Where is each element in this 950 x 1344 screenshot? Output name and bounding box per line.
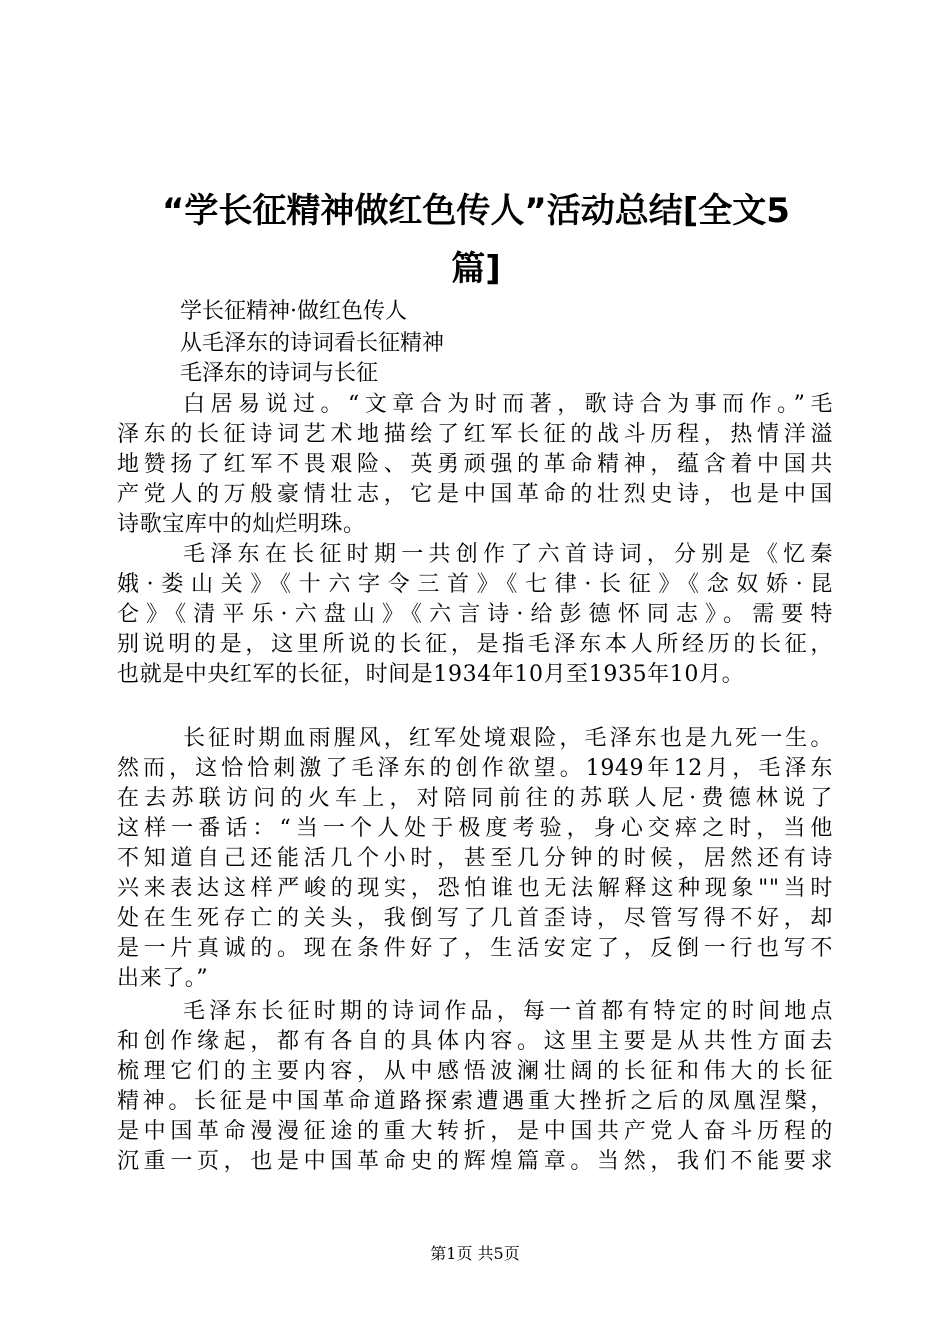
paragraph-line: 产党人的万般豪情壮志，它是中国革命的壮烈史诗，也是中国 [117,482,833,507]
paragraph-line: 仑》《清平乐·六盘山》《六言诗·给彭德怀同志》。需要特 [117,602,833,627]
paragraph-line: 兴来表达这样严峻的现实，恐怕谁也无法解释这种现象""当时 [117,876,833,901]
paragraph-line: 然而，这恰恰刺激了毛泽东的创作欲望。1949年12月，毛泽东 [117,756,833,781]
paragraph-line: 是一片真诚的。现在条件好了，生活安定了，反倒一行也写不 [117,936,833,961]
paragraph-line: 泽东的长征诗词艺术地描绘了红军长征的战斗历程，热情洋溢 [117,422,833,447]
title-line-1: “学长征精神做红色传人”活动总结[全文5 [162,191,790,231]
title-line-2: 篇] [451,249,501,289]
paragraph-line: 在去苏联访问的火车上，对陪同前往的苏联人尼·费德林说了 [117,786,833,811]
paragraph-line: 长征时期血雨腥风，红军处境艰险，毛泽东也是九死一生。 [183,726,833,751]
subheading-1: 学长征精神·做红色传人 [180,299,407,324]
paragraph-line: 诗歌宝库中的灿烂明珠。 [117,512,366,537]
subheading-3: 毛泽东的诗词与长征 [180,361,379,386]
paragraph-line: 出来了。” [117,966,209,991]
paragraph-line: 白居易说过。“文章合为时而著，歌诗合为事而作。”毛 [183,392,833,417]
page-footer: 第1页 共5页 [430,1244,520,1263]
paragraph-line: 别说明的是，这里所说的长征，是指毛泽东本人所经历的长征， [117,632,833,657]
paragraph-line: 毛泽东在长征时期一共创作了六首诗词，分别是《忆秦 [183,542,833,567]
paragraph-line: 地赞扬了红军不畏艰险、英勇顽强的革命精神，蕴含着中国共 [117,452,833,477]
paragraph-line: 梳理它们的主要内容，从中感悟波澜壮阔的长征和伟大的长征 [117,1059,833,1084]
paragraph-line: 和创作缘起，都有各自的具体内容。这里主要是从共性方面去 [117,1029,833,1054]
subheading-2: 从毛泽东的诗词看长征精神 [180,331,445,356]
paragraph-line: 毛泽东长征时期的诗词作品，每一首都有特定的时间地点 [183,999,833,1024]
paragraph-line: 这样一番话：“当一个人处于极度考验，身心交瘁之时，当他 [117,816,833,841]
paragraph-line: 不知道自己还能活几个小时，甚至几分钟的时候，居然还有诗 [117,846,833,871]
paragraph-3 [117,724,833,994]
paragraph-line: 娥·娄山关》《十六字令三首》《七律·长征》《念奴娇·昆 [117,572,833,597]
document-title [120,182,832,298]
paragraph-2 [117,540,833,690]
paragraph-line: 处在生死存亡的关头，我倒写了几首歪诗，尽管写得不好，却 [117,906,833,931]
paragraph-4 [117,997,833,1177]
paragraph-line: 是中国革命漫漫征途的重大转折，是中国共产党人奋斗历程的 [117,1119,833,1144]
paragraph-1 [117,390,833,540]
paragraph-line: 也就是中央红军的长征，时间是1934年10月至1935年10月。 [117,662,745,687]
paragraph-line: 沉重一页，也是中国革命史的辉煌篇章。当然，我们不能要求 [117,1149,833,1174]
paragraph-line: 精神。长征是中国革命道路探索遭遇重大挫折之后的凤凰涅槃， [117,1089,833,1114]
